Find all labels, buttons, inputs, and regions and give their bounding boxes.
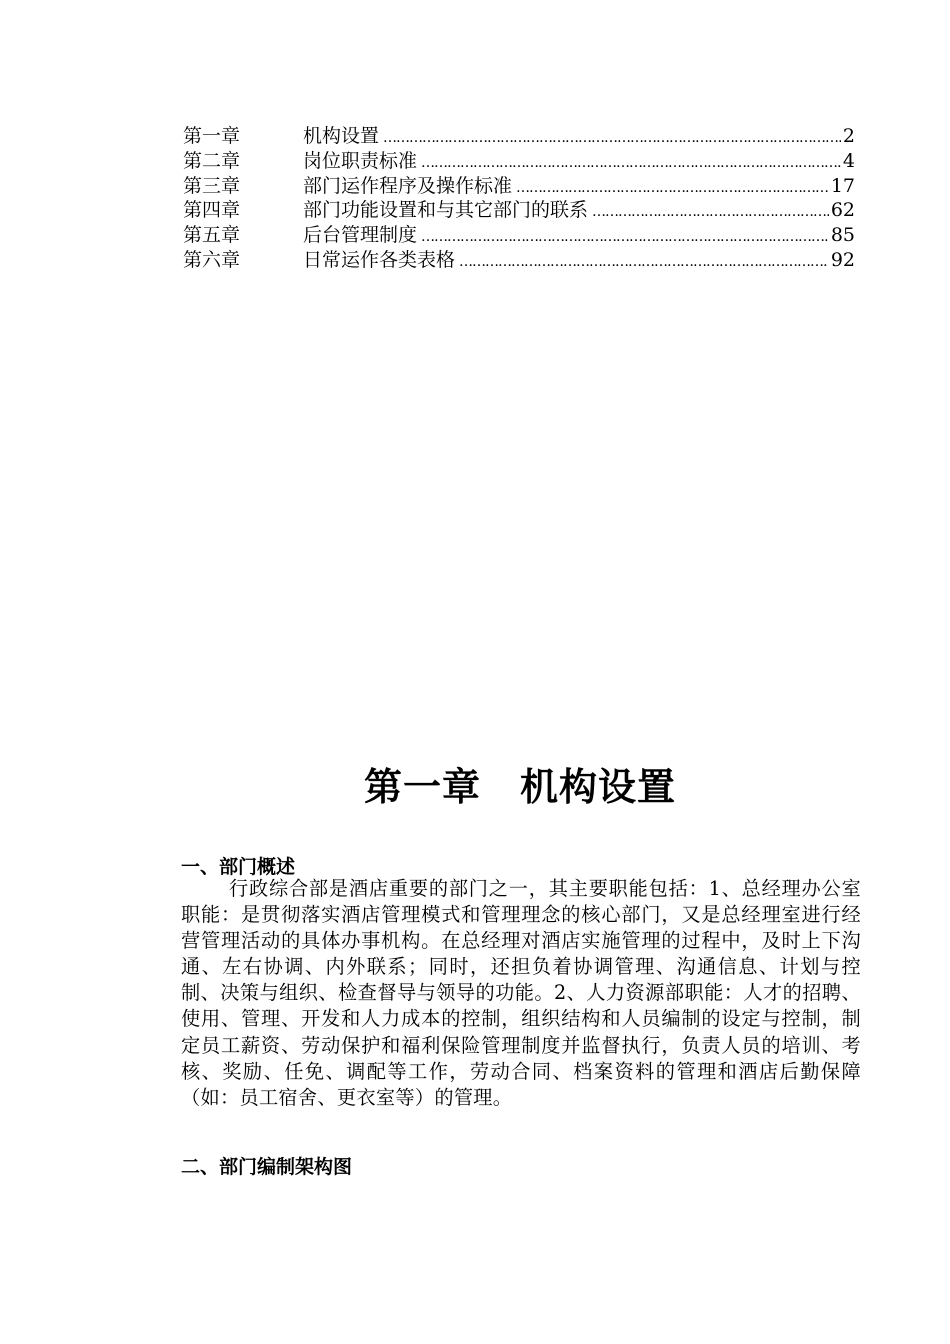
toc-entry-1[interactable] [183, 124, 855, 149]
toc-page-number: 17 [830, 174, 855, 197]
toc-entry-6[interactable] [183, 248, 855, 273]
toc-page-number: 62 [830, 199, 855, 222]
toc-page-number: 92 [830, 248, 855, 271]
toc-title: 日常运作各类表格 [303, 248, 456, 271]
table-of-contents [183, 124, 855, 273]
toc-title: 部门运作程序及操作标准 [303, 174, 513, 197]
toc-title: 机构设置 [303, 125, 380, 147]
section-heading-org-chart: 二、部门编制架构图 [181, 1156, 353, 1178]
toc-entry-4[interactable] [183, 198, 855, 223]
toc-leader-dots [459, 250, 829, 275]
toc-leader-dots [383, 126, 841, 151]
toc-entry-2[interactable] [183, 149, 855, 174]
toc-page-number: 85 [830, 224, 855, 247]
toc-title: 部门功能设置和与其它部门的联系 [303, 199, 589, 222]
chapter-heading: 第一章 机构设置 [363, 764, 676, 809]
toc-leader-dots [421, 151, 841, 176]
toc-chapter-label: 第三章 [183, 174, 241, 197]
section-heading-overview: 一、部门概述 [181, 856, 296, 878]
toc-chapter-label: 第六章 [183, 248, 241, 271]
toc-title: 岗位职责标准 [303, 149, 418, 172]
toc-entry-3[interactable] [183, 174, 855, 199]
toc-page-number: 4 [842, 149, 855, 172]
toc-chapter-label: 第二章 [183, 149, 241, 172]
toc-title: 后台管理制度 [303, 224, 418, 247]
toc-leader-dots [516, 176, 829, 201]
toc-chapter-label: 第五章 [183, 224, 241, 247]
toc-chapter-label: 第一章 [183, 125, 241, 147]
toc-leader-dots [421, 225, 829, 250]
toc-chapter-label: 第四章 [183, 199, 241, 222]
toc-leader-dots [592, 200, 829, 225]
section-body-paragraph: 行政综合部是酒店重要的部门之一，其主要职能包括：1、总经理办公室职能：是贯彻落实酒店管理模式和管理理念的核心部门，又是总经理室进行经营管理活动的具体办事机构。在总经理对酒店实施管理的过程中，及时上下沟通、左右协调、内外联系；同时，还担负着协调管理、沟通信息、计划与控制、决策与组织、检查督导与领导的功能。2、人力资源部职能：人才的招聘、使用、管理、开发和人力成本的控制，组织结构和人员编制的设定与控制，制定员工薪资、劳动保护和福利保险管理制度并监督执行，负责人员的培训、考核、奖励、任免、调配等工作，劳动合同、档案资料的管理和酒店后勤保障（如：员工宿舍、更衣室等）的管理。 [181, 877, 861, 1109]
toc-page-number: 2 [842, 125, 855, 147]
toc-entry-5[interactable] [183, 223, 855, 248]
